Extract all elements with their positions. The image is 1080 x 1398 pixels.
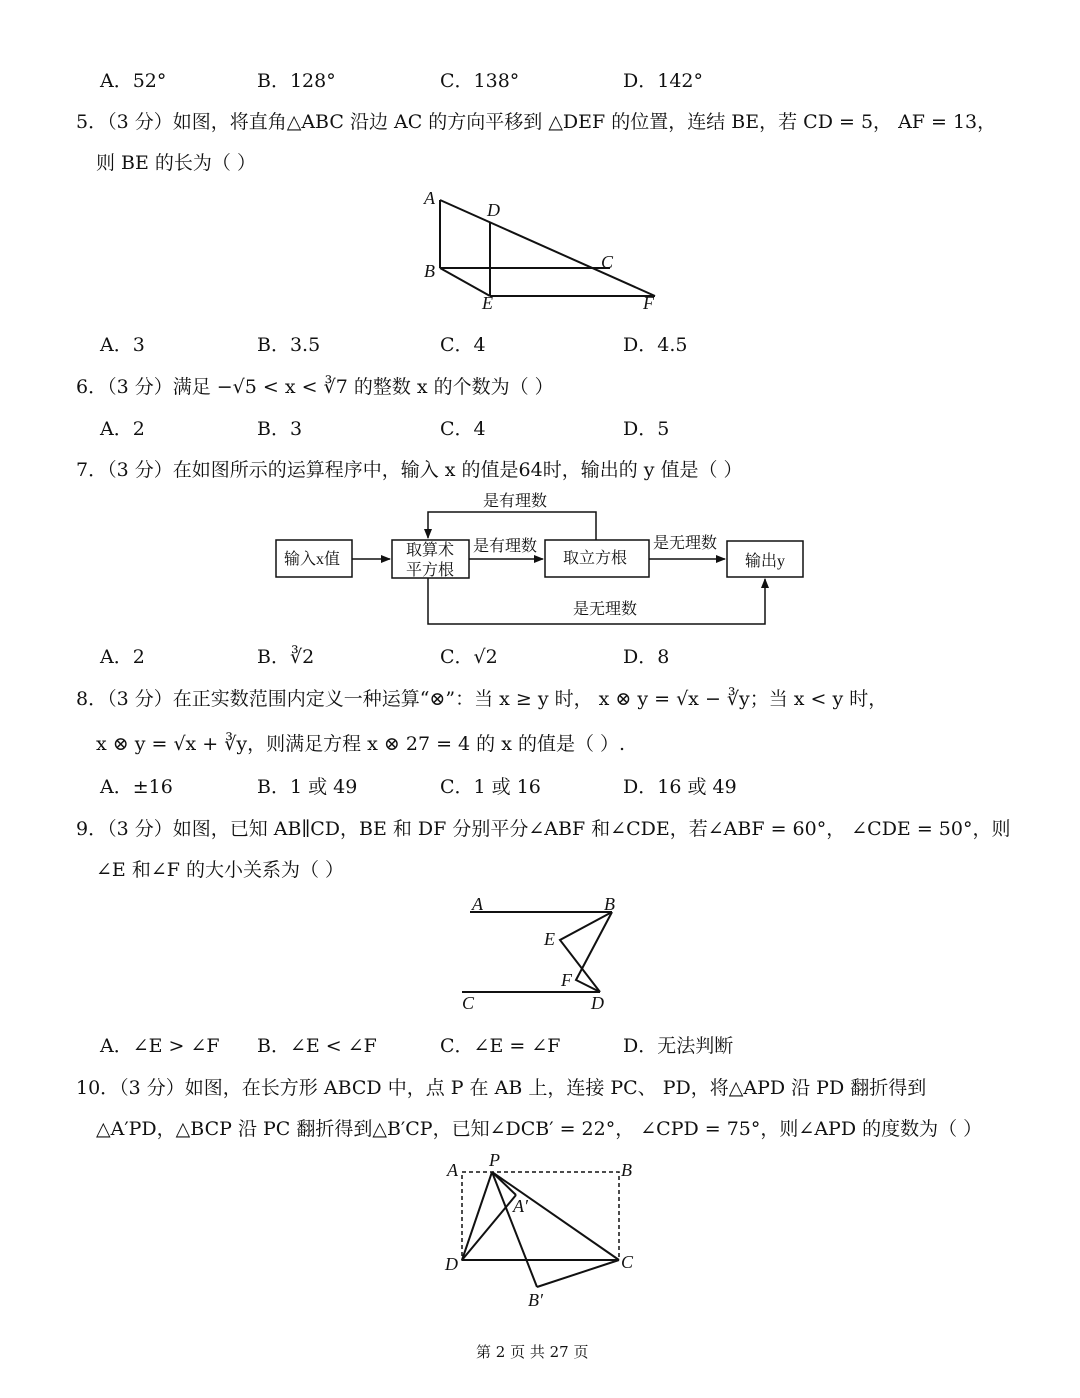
q10-stem-line2: △A′PD，△BCP 沿 PC 翻折得到△B′CP，已知∠DCB′ = 22°， ∠CPD = 75°，则∠APD 的度数为（ ） [96, 1118, 983, 1140]
q10-label-d: D [445, 1254, 458, 1274]
q8-stem-line2: x ⊗ y = √x + ∛y，则满足方程 x ⊗ 27 = 4 的 x 的值是（ ）. [96, 733, 626, 755]
q7-option-d: D．8 [623, 646, 670, 668]
q6-option-a: A．2 [100, 418, 145, 440]
q7-option-c: C．√2 [440, 646, 498, 668]
q7-stem: 7．（3 分）在如图所示的运算程序中，输入 x 的值是64时，输出的 y 值是（ ） [76, 459, 743, 481]
q5-stem-line2: 则 BE 的长为（ ） [96, 152, 256, 174]
q8-option-c: C．1 或 16 [440, 776, 541, 798]
q7-label-rational-arrow: 是有理数 [473, 538, 538, 555]
q9-stem-line1: 9．（3 分）如图，已知 AB∥CD，BE 和 DF 分别平分∠ABF 和∠CDE，若∠ABF = 60°， ∠CDE = 50°，则 [76, 818, 1011, 840]
q7-box-cbrt: 取立方根 [563, 550, 628, 567]
q8-option-d: D．16 或 49 [623, 776, 737, 798]
q7-label-irrational-top: 是无理数 [653, 535, 718, 552]
q6-option-b: B．3 [257, 418, 303, 440]
q10-label-a-prime: A′ [513, 1196, 528, 1216]
q7-option-b: B．∛2 [257, 646, 315, 668]
q9-option-b: B．∠E < ∠F [257, 1035, 377, 1057]
q9-option-a: A．∠E > ∠F [100, 1035, 220, 1057]
q5-label-e: E [482, 293, 493, 313]
q6-stem: 6．（3 分）满足 −√5 < x < ∛7 的整数 x 的个数为（ ） [76, 376, 554, 398]
q5-stem-line1: 5．（3 分）如图，将直角△ABC 沿边 AC 的方向平移到 △DEF 的位置，连结 BE，若 CD = 5， AF = 13， [76, 111, 997, 133]
q5-label-f: F [643, 293, 654, 313]
q6-option-c: C．4 [440, 418, 486, 440]
q7-option-a: A．2 [100, 646, 145, 668]
q5-option-a: A．3 [100, 334, 145, 356]
q7-box-input: 输入x值 [284, 551, 341, 568]
q5-label-d: D [487, 200, 500, 220]
q9-label-e: E [544, 929, 555, 949]
q4-option-c: C．138° [440, 70, 520, 92]
q9-label-a: A [472, 894, 483, 914]
q7-label-irrational-bottom: 是无理数 [573, 601, 638, 618]
q9-label-d: D [591, 993, 604, 1013]
q9-label-f: F [561, 970, 572, 990]
q7-box-sqrt-line2: 平方根 [406, 562, 455, 579]
q10-label-b: B [621, 1160, 632, 1180]
q10-label-c: C [621, 1252, 634, 1272]
q4-option-d: D．142° [623, 70, 703, 92]
q9-label-b: B [604, 894, 615, 914]
q9-label-c: C [462, 993, 475, 1013]
q5-label-a: A [424, 188, 435, 208]
q5-label-b: B [424, 261, 435, 281]
q5-option-d: D．4.5 [623, 334, 688, 356]
q8-stem-line1: 8．（3 分）在正实数范围内定义一种运算“⊗”：当 x ≥ y 时， x ⊗ y = √x − ∛y；当 x < y 时， [76, 688, 888, 710]
q4-option-b: B．128° [257, 70, 336, 92]
q5-option-c: C．4 [440, 334, 486, 356]
q8-option-b: B．1 或 49 [257, 776, 358, 798]
q5-label-c: C [601, 252, 614, 272]
q7-box-sqrt-line1: 取算术 [406, 542, 455, 559]
q8-option-a: A．±16 [100, 776, 173, 798]
q10-stem-line1: 10．（3 分）如图，在长方形 ABCD 中，点 P 在 AB 上，连接 PC、 PD，将△APD 沿 PD 翻折得到 [76, 1077, 927, 1099]
q9-option-c: C．∠E = ∠F [440, 1035, 561, 1057]
q10-label-p: P [489, 1150, 500, 1170]
page-footer: 第 2 页 共 27 页 [476, 1343, 589, 1361]
q10-label-a: A [447, 1160, 458, 1180]
q10-label-b-prime: B′ [528, 1290, 543, 1310]
q9-stem-line2: ∠E 和∠F 的大小关系为（ ） [96, 859, 345, 881]
q4-option-a: A．52° [100, 70, 167, 92]
q9-option-d: D．无法判断 [623, 1035, 734, 1057]
q7-box-output: 输出y [745, 553, 786, 570]
q5-option-b: B．3.5 [257, 334, 321, 356]
q6-option-d: D．5 [623, 418, 670, 440]
q7-label-rational-loop: 是有理数 [483, 493, 548, 510]
